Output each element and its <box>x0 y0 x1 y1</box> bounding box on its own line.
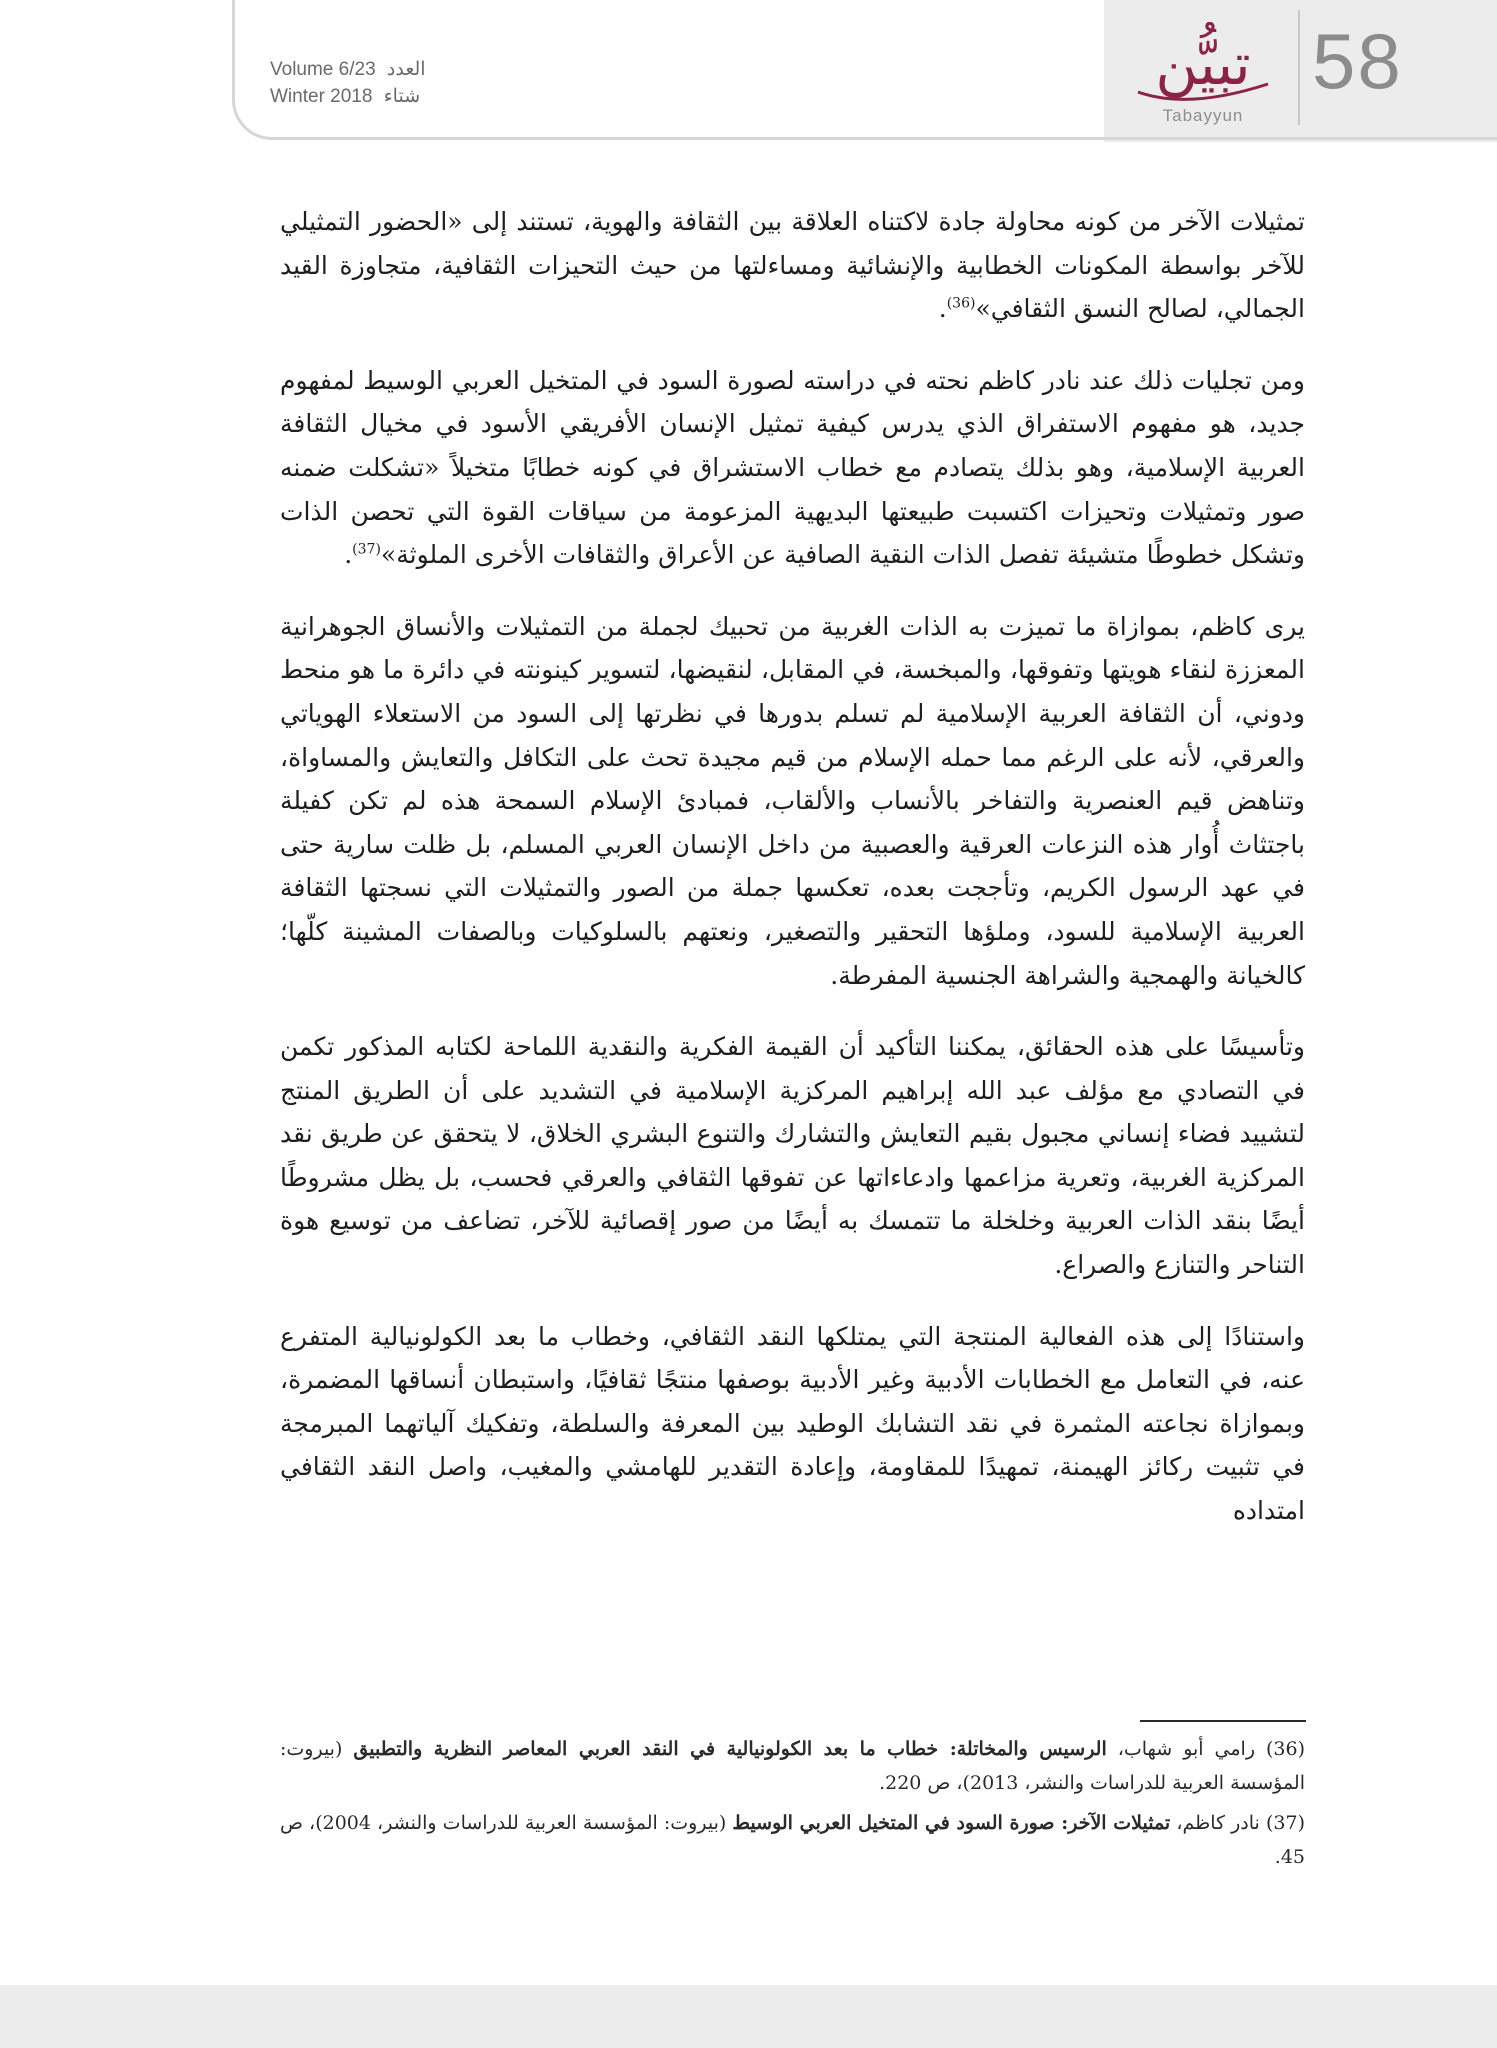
footnote-37 <box>280 1806 1305 1874</box>
volume-line <box>270 56 490 83</box>
paragraph-1-text: تمثيلات الآخر من كونه محاولة جادة لاكتناه العلاقة بين الثقافة والهوية، تستند إلى «الحضور التمثيلي للآخر بواسطة المكونات الخطابية والإنشائية ومساءلتها من حيث التحيزات الثقافية، متجاوزة القيد الجمالي، لصالح النسق الثقافي» <box>280 207 1305 324</box>
footnote-36-title: الرسيس والمخاتلة: خطاب ما بعد الكولونيالية في النقد العربي المعاصر النظرية والتطبيق <box>353 1738 1107 1760</box>
paragraph-5: واستنادًا إلى هذه الفعالية المنتجة التي يمتلكها النقد الثقافي، وخطاب ما بعد الكولونيالية المتفرع عنه، في التعامل مع الخطابات الأدبية وغير الأدبية بوصفها منتجًا ثقافيًا، واستبطان أنساقها المضمرة، وبموازاة نجاعته المثمرة في نقد التشابك الوطيد بين المعرفة والسلطة، وتفكيك آلياتهما المبرمجة في تثبيت ركائز الهيمنة، تمهيدًا للمقاومة، وإعادة التقدير للهامشي والمغيب، واصل النقد الثقافي امتداده <box>280 1321 1305 1526</box>
footnote-36-author: رامي أبو شهاب، <box>1117 1738 1256 1760</box>
season-line <box>270 83 490 110</box>
footnote-37-author: نادر كاظم، <box>1176 1812 1260 1834</box>
header-separator <box>1298 10 1300 125</box>
paragraph-2: ومن تجليات ذلك عند نادر كاظم نحته في دراسته لصورة السود في المتخيل العربي الوسيط لمفهوم جديد، هو مفهوم الاستفراق الذي يدرس كيفية تمثيل الإنسان الأفريقي الأسود في مخيال الثقافة العربية الإسلامية، وهو بذلك يتصادم مع خطاب الاستشراق في كونه خطابًا متخيلاً «تشكلت ضمنه صور وتمثيلات وتحيزات اكتسبت طبيعتها البديهية المزعومة من سياقات القوة التي تحصن الذات وتشكل خطوطًا متشيئة تفصل الذات النقية الصافية عن الأعراق والثقافات الأخرى الملوثة»$^{(37)}$. <box>280 365 1305 570</box>
paragraph-3: يرى كاظم، بموازاة ما تميزت به الذات الغربية من تحبيك لجملة من التمثيلات والأنساق الجوهرانية المعززة لنقاء هويتها وتفوقها، والمبخسة، في المقابل، لنقيضها، لتسوير كينونته في دائرة ما هو منحط ودوني، أن الثقافة العربية الإسلامية لم تسلم بدورها في نظرتها إلى السود من الاستعلاء الهوياتي والعرقي، لأنه على الرغم مما حمله الإسلام من قيم مجيدة تحث على التكافل والتعايش والمساواة، وتناهض قيم العنصرية والتفاخر بالأنساب والألقاب، فمبادئ الإسلام السمحة هذه لم تكن كفيلة باجتثاث أُوار هذه النزعات العرقية والعصبية من داخل الإنسان العربي المسلم، بل ظلت سارية حتى في عهد الرسول الكريم، وتأججت بعده، تعكسها جملة من الصور والتمثيلات التي نسجتها الثقافة العربية الإسلامية للسود، وملؤها التحقير والتصغير، ونعتهم بالسلوكيات وبالصفات المشينة كلّها؛ كالخيانة والهمجية والشراهة الجنسية المفرطة. <box>280 611 1305 990</box>
footnote-37-title: تمثيلات الآخر: صورة السود في المتخيل العربي الوسيط <box>732 1812 1171 1834</box>
footnote-36-number: (36) <box>1266 1738 1306 1760</box>
season-label: Winter 2018 <box>270 86 373 107</box>
paragraph-4: وتأسيسًا على هذه الحقائق، يمكننا التأكيد أن القيمة الفكرية والنقدية اللماحة لكتابه المذكور تكمن في التصادي مع مؤلف عبد الله إبراهيم المركزية الإسلامية في التشديد على أن الطريق المنتج لتشييد فضاء إنساني مجبول بقيم التعايش والتشارك والتنوع البشري الخلاق، لا يتحقق عن طريق نقد المركزية الغربية، وتعرية مزاعمها وادعاءاتها عن تفوقها الثقافي والعرقي فحسب، بل يظل مشروطًا أيضًا بنقد الذات العربية وخلخلة ما تتمسك به أيضًا من صور إقصائية للآخر، تضاعف من توسيع هوة التناحر والتنازع والصراع. <box>280 1032 1305 1280</box>
footnotes <box>280 1732 1305 1880</box>
footnote-36 <box>280 1732 1305 1800</box>
season-label-ar: شتاء <box>383 86 421 107</box>
paragraph-2-text: ومن تجليات ذلك عند نادر كاظم نحته في دراسته لصورة السود في المتخيل العربي الوسيط لمفهوم جديد، هو مفهوم الاستفراق الذي يدرس كيفية تمثيل الإنسان الأفريقي الأسود في مخيال الثقافة العربية الإسلامية، وهو بذلك يتصادم مع خطاب الاستشراق في كونه خطابًا متخيلاً «تشكلت ضمنه صور وتمثيلات وتحيزات اكتسبت طبيعتها البديهية المزعومة من سياقات القوة التي تحصن الذات وتشكل خطوطًا متشيئة تفصل الذات النقية الصافية عن الأعراق والثقافات الأخرى الملوثة» <box>280 365 1305 570</box>
page-number: 58 <box>1312 17 1403 105</box>
issue-label-ar: العدد <box>386 59 426 80</box>
paragraph-1: تمثيلات الآخر من كونه محاولة جادة لاكتناه العلاقة بين الثقافة والهوية، تستند إلى «الحضور التمثيلي للآخر بواسطة المكونات الخطابية والإنشائية ومساءلتها من حيث التحيزات الثقافية، متجاوزة القيد الجمالي، لصالح النسق الثقافي»$^{(36)}$. <box>280 207 1305 324</box>
logo-arabic: تبيُّن <box>1155 30 1251 98</box>
footnote-ref-37[interactable]: (37) <box>352 541 381 558</box>
volume-label: Volume 6/23 <box>270 59 376 80</box>
footer-band <box>0 1985 1497 2048</box>
journal-logo <box>1128 22 1278 117</box>
footnote-37-number: (37) <box>1265 1812 1305 1834</box>
logo-latin: Tabayyun <box>1162 106 1244 125</box>
footnote-36-publication: (بيروت: المؤسسة العربية للدراسات والنشر، 2013)، ص 220. <box>280 1738 1305 1794</box>
footnote-37-publication: (بيروت: المؤسسة العربية للدراسات والنشر، 2004)، ص 45. <box>280 1812 1305 1868</box>
footnote-rule <box>1140 1720 1306 1722</box>
issue-meta <box>270 56 490 110</box>
article-body <box>280 200 1305 1561</box>
footnote-ref-36[interactable]: (36) <box>946 295 976 312</box>
